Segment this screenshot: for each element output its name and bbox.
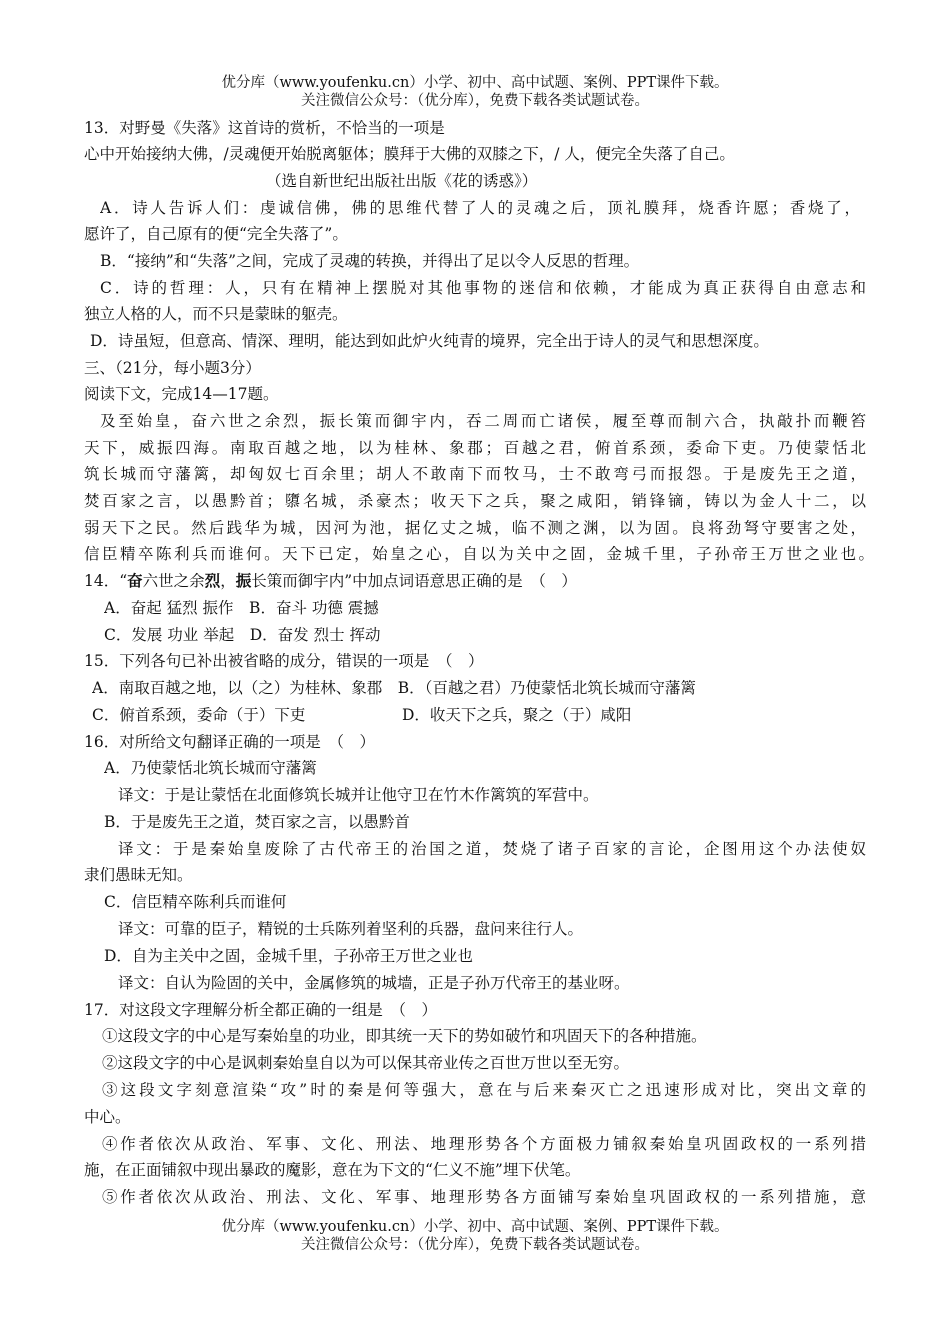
q14-options-ab: A．奋起 猛烈 振作 B．奋斗 功德 震撼: [104, 599, 379, 617]
q17-item-1: ①这段文字的中心是写秦始皇的功业，即其统一天下的势如破竹和巩固天下的各种措施。: [102, 1027, 707, 1045]
q13-option-a-line2: 愿许了，自己原有的便“完全失落了”。: [84, 225, 348, 243]
footer-line-2: 关注微信公众号：（优分库），免费下载各类试题试卷。: [301, 1237, 649, 1253]
q17-stem: 17．对这段文字理解分析全都正确的一组是 （ ）: [84, 1001, 437, 1019]
q14-stem-prefix: 14．“: [84, 572, 128, 590]
q14-stem-suffix: 长策而御宇内”中加点词语意思正确的是 （ ）: [251, 572, 577, 590]
q13-option-c-line1: C．诗的哲理：人，只有在精神上摆脱对其他事物的迷信和依赖，才能成为真正获得自由意志和: [100, 279, 866, 297]
q13-stem: 13．对野曼《失落》这首诗的赏析，不恰当的一项是: [84, 119, 445, 137]
section3-intro: 阅读下文，完成14—17题。: [84, 385, 279, 403]
q14-dotted-word-1: 奋: [127, 571, 143, 590]
q13-source: （选自新世纪出版社出版《花的诱惑》）: [266, 172, 538, 190]
passage-line-2: 天下，威振四海。南取百越之地，以为桂林、象郡；百越之君，俯首系颈，委命下吏。乃使蒙恬北: [84, 439, 866, 457]
passage-line-4: 焚百家之言，以愚黔首；隳名城，杀豪杰；收天下之兵，聚之咸阳，销锋镝，铸以为金人十二，以: [84, 492, 866, 510]
q16-option-c: C．信臣精卒陈利兵而谁何: [104, 893, 287, 911]
passage-line-5: 弱天下之民。然后践华为城，因河为池，据亿丈之城，临不测之渊，以为固。良将劲弩守要害之处，: [84, 519, 866, 537]
q13-poem: 心中开始接纳大佛，/灵魂便开始脱离躯体；膜拜于大佛的双膝之下，/ 人，便完全失落了自己。: [84, 145, 735, 163]
q14-dotted-word-3: 振: [235, 571, 252, 590]
q16-stem: 16．对所给文句翻译正确的一项是 （ ）: [84, 733, 375, 751]
q13-option-d: D．诗虽短，但意高、情深、理明，能达到如此炉火纯青的境界，完全出于诗人的灵气和思想深度。: [90, 332, 769, 350]
q17-item-3-line1: ③这段文字刻意渲染“攻”时的秦是何等强大，意在与后来秦灭亡之迅速形成对比，突出文章的: [102, 1081, 866, 1099]
passage-line-6: 信臣精卒陈利兵而谁何。天下已定，始皇之心，自以为关中之固，金城千里，子孙帝王万世之业也。: [84, 545, 874, 563]
q15-option-d: D．收天下之兵，聚之（于）咸阳: [402, 706, 632, 724]
q16-option-a-translation: 译文：于是让蒙恬在北面修筑长城并让他守卫在竹木作篱筑的军营中。: [118, 786, 599, 804]
footer-line-1: 优分库（www.youfenku.cn）小学、初中、高中试题、案例、PPT课件下载。: [221, 1219, 729, 1235]
q16-option-a: A．乃使蒙恬北筑长城而守藩篱: [104, 759, 317, 777]
q17-item-2: ②这段文字的中心是讽刺秦始皇自以为可以保其帝业传之百世万世以至无穷。: [102, 1054, 630, 1072]
q13-option-c-line2: 独立人格的人，而不只是蒙昧的躯壳。: [84, 305, 348, 323]
q14-stem-middle-1: 六世之余: [142, 572, 205, 590]
q14-stem-middle-2: ，: [220, 572, 236, 590]
q16-option-b: B．于是废先王之道，焚百家之言，以愚黔首: [104, 813, 410, 831]
q15-option-c: C．俯首系颈，委命（于）下吏: [92, 706, 306, 724]
q16-option-c-translation: 译文：可靠的臣子，精锐的士兵陈列着坚利的兵器，盘问来往行人。: [118, 920, 584, 938]
q17-item-4-line1: ④作者依次从政治、军事、文化、刑法、地理形势各个方面极力铺叙秦始皇巩固政权的一系列措: [102, 1135, 866, 1153]
q17-item-3-line2: 中心。: [84, 1108, 131, 1126]
header-line-2: 关注微信公众号：（优分库），免费下载各类试题试卷。: [301, 93, 649, 109]
q16-option-d-translation: 译文：自认为险固的关中，金属修筑的城墙，正是子孙万代帝王的基业呀。: [118, 974, 630, 992]
passage-line-3: 筑长城而守藩篱，却匈奴七百余里；胡人不敢南下而牧马，士不敢弯弓而报怨。于是废先王之道，: [84, 465, 866, 483]
q14-stem: [84, 568, 874, 594]
q16-option-b-translation-line2: 隶们愚昧无知。: [84, 866, 193, 884]
q15-stem: 15．下列各句已补出被省略的成分，错误的一项是 （ ）: [84, 652, 484, 670]
q13-option-a-line1: A．诗人告诉人们：虔诚信佛，佛的思维代替了人的灵魂之后，顶礼膜拜，烧香许愿；香烧了，: [100, 199, 860, 217]
q17-item-4-line2: 施，在正面铺叙中现出暴政的魔影，意在为下文的“仁义不施”埋下伏笔。: [84, 1161, 581, 1179]
section3-title: 三、（21分，每小题3分）: [84, 359, 261, 377]
q15-options-ab: A．南取百越之地，以（之）为桂林、象郡 B．（百越之君）乃使蒙恬北筑长城而守藩篱: [92, 679, 696, 697]
q14-dotted-word-2: 烈: [204, 571, 221, 590]
q14-options-cd: C．发展 功业 举起 D．奋发 烈士 挥动: [104, 626, 381, 644]
q16-option-d: D．自为主关中之固，金城千里，子孙帝王万世之业也: [104, 947, 473, 965]
q16-option-b-translation-line1: 译文：于是秦始皇废除了古代帝王的治国之道，焚烧了诸子百家的言论，企图用这个办法使奴: [118, 840, 866, 858]
q17-item-5-line1: ⑤作者依次从政治、刑法、文化、军事、地理形势各方面铺写秦始皇巩固政权的一系列措施，意: [102, 1188, 866, 1206]
passage-line-1: 及至始皇，奋六世之余烈，振长策而御宇内，吞二周而亡诸侯，履至尊而制六合，执敲扑而鞭笞: [100, 412, 866, 430]
q13-option-b: B．“接纳”和“失落”之间，完成了灵魂的转换，并得出了足以令人反思的哲理。: [100, 252, 640, 270]
header-line-1: 优分库（www.youfenku.cn）小学、初中、高中试题、案例、PPT课件下载。: [221, 75, 729, 91]
